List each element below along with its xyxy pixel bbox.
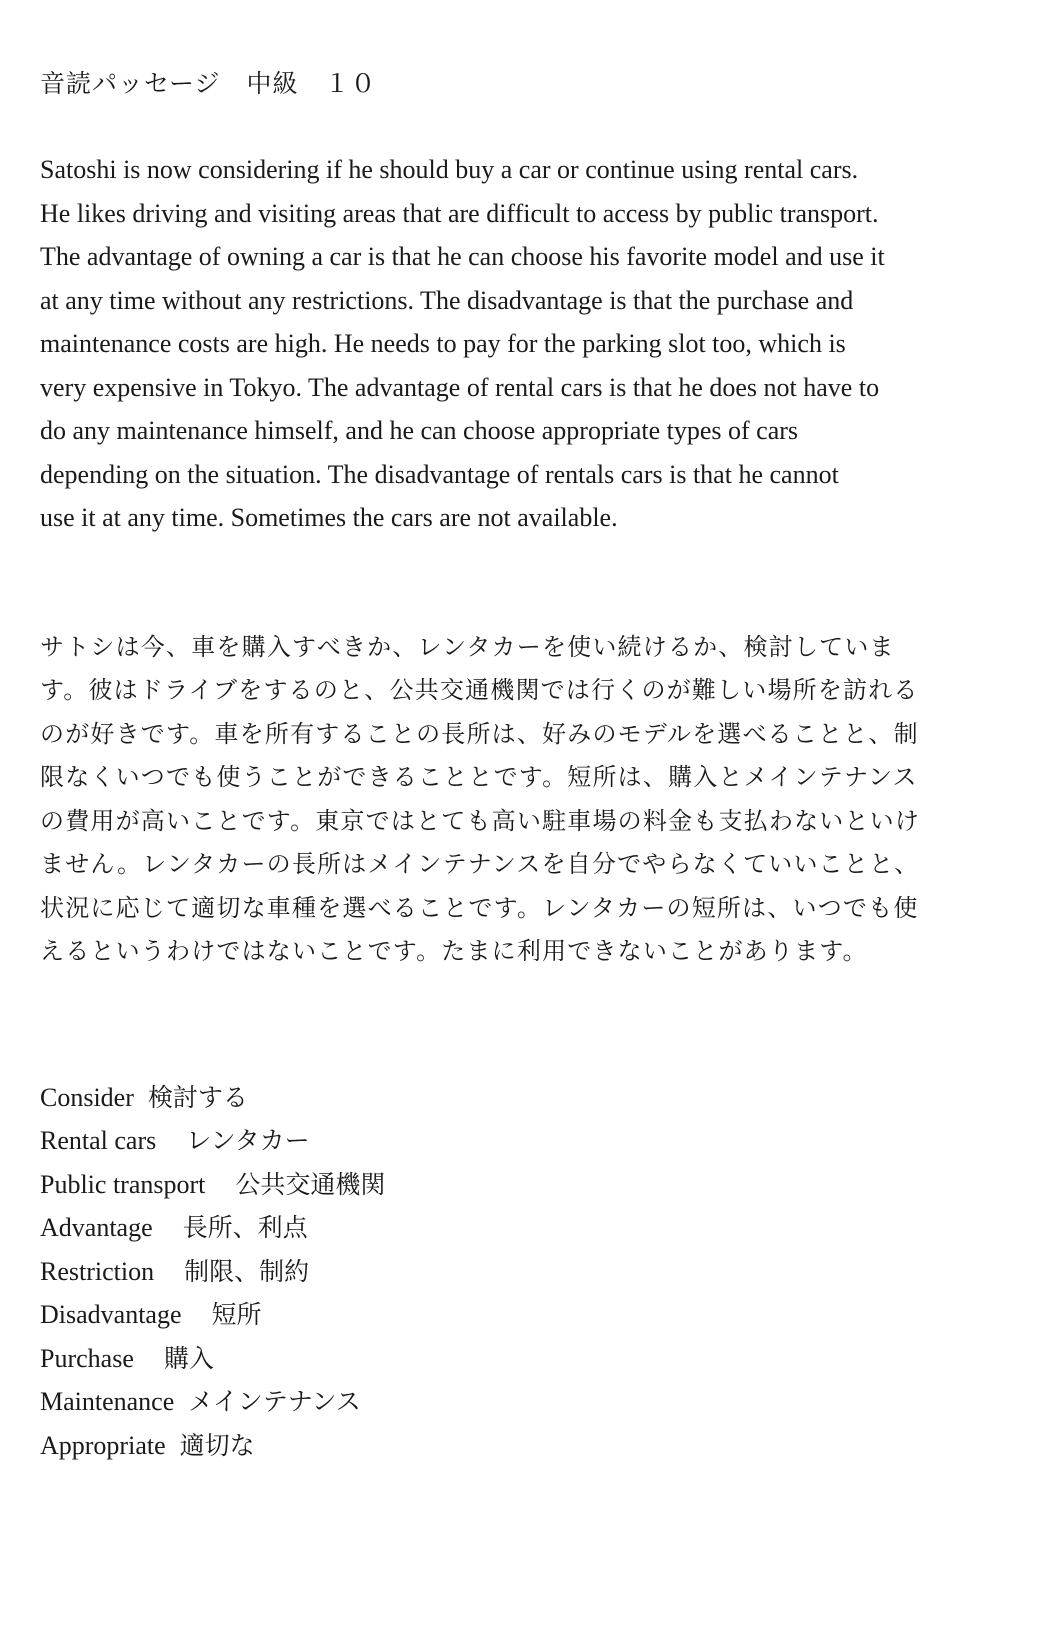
vocab-item [40, 1163, 1000, 1207]
vocabulary-list [40, 1076, 1000, 1468]
english-line: do any maintenance himself, and he can choose appropriate types of cars [40, 416, 799, 445]
japanese-line: ません。レンタカーの長所はメインテナンスを自分でやらなくていいことと、 [40, 850, 920, 878]
vocab-english: Purchase [40, 1343, 134, 1373]
english-line: use it at any time. Sometimes the cars are not available. [40, 503, 618, 532]
english-passage [40, 148, 985, 540]
vocab-english: Consider [40, 1082, 134, 1112]
vocab-japanese: 短所 [211, 1300, 262, 1329]
japanese-line: サトシは今、車を購入すべきか、レンタカーを使い続けるか、検討していま [40, 632, 895, 661]
japanese-line: 限なくいつでも使うことができることとです。短所は、購入とメインテナンス [40, 763, 918, 791]
vocab-english: Disadvantage [40, 1300, 182, 1329]
japanese-line: 状況に応じて適切な車種を選べることです。レンタカーの短所は、いつでも使 [40, 893, 919, 922]
vocab-item [40, 1076, 1000, 1120]
english-line: depending on the situation. The disadvantage of rentals cars is that he cannot [40, 459, 839, 489]
vocab-english: Advantage [40, 1213, 153, 1242]
vocab-english: Appropriate [40, 1430, 166, 1460]
vocab-item [40, 1337, 1000, 1381]
vocab-japanese: 適切な [179, 1430, 255, 1460]
vocab-item [40, 1206, 1000, 1250]
vocab-japanese: 公共交通機関 [235, 1169, 386, 1199]
page-title: 音読パッセージ 中級 １０ [40, 69, 377, 98]
japanese-line: す。彼はドライブをするのと、公共交通機関では行くのが難しい場所を訪れる [40, 676, 919, 704]
vocab-item [40, 1119, 1000, 1163]
english-line: at any time without any restrictions. The disadvantage is that the purchase and [40, 285, 854, 315]
vocab-english: Rental cars [40, 1126, 157, 1155]
english-line: The advantage of owning a car is that he can choose his favorite model and use it [40, 242, 885, 271]
vocab-english: Public transport [40, 1169, 206, 1199]
vocab-japanese: 検討する [147, 1082, 248, 1112]
english-line: He likes driving and visiting areas that are difficult to access by public transport. [40, 198, 879, 228]
english-line: very expensive in Tokyo. The advantage of rental cars is that he does not have to [40, 372, 880, 402]
vocab-japanese: 制限、制約 [184, 1256, 310, 1286]
vocab-japanese: メインテナンス [188, 1387, 361, 1416]
vocab-item [40, 1293, 1000, 1337]
english-line: maintenance costs are high. He needs to pay for the parking slot too, which is [40, 329, 846, 358]
english-line: Satoshi is now considering if he should buy a car or continue using rental cars. [40, 155, 859, 184]
japanese-passage [40, 626, 1000, 974]
vocab-english: Maintenance [40, 1387, 175, 1416]
document-page [40, 62, 1000, 1467]
vocab-item [40, 1424, 1000, 1468]
japanese-line: の費用が高いことです。東京ではとても高い駐車場の料金も支払わないといけ [40, 806, 921, 835]
japanese-line: えるというわけではないことです。たまに利用できないことがあります。 [40, 937, 868, 965]
vocab-item [40, 1250, 1000, 1294]
vocab-english: Restriction [40, 1256, 155, 1286]
vocab-japanese: 購入 [163, 1343, 214, 1373]
vocab-japanese: 長所、利点 [182, 1213, 308, 1242]
vocab-item [40, 1380, 1000, 1424]
vocab-japanese: レンタカー [186, 1126, 310, 1155]
japanese-line: のが好きです。車を所有することの長所は、好みのモデルを選べることと、制 [40, 719, 919, 748]
